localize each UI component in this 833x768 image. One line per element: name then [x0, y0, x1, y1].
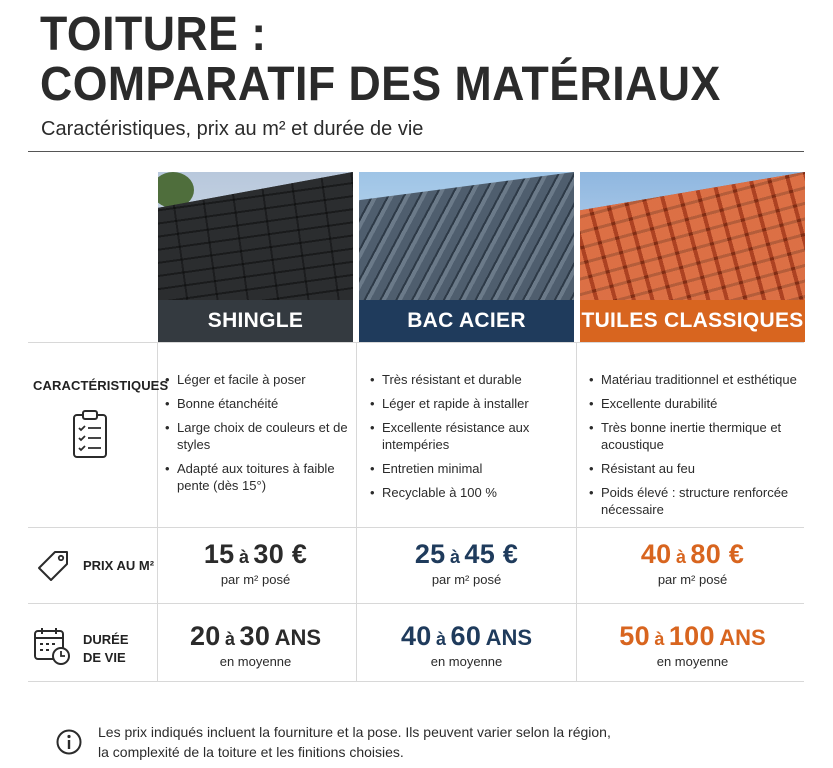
row-label-duree [83, 631, 129, 667]
column-bac-acier [359, 172, 574, 342]
shingle-roof-photo [158, 172, 353, 300]
list-item: • Résistant au feu [588, 460, 803, 477]
table-divider [28, 527, 804, 528]
price-separator: à [238, 547, 249, 567]
info-icon [56, 729, 82, 755]
list-item: • Excellente durabilité [588, 395, 803, 412]
price-separator: à [449, 547, 460, 567]
bac-acier-price [359, 539, 574, 587]
life-unit: ANS [719, 625, 766, 650]
list-item: • Léger et facile à poser [164, 371, 349, 388]
life-unit: ANS [485, 625, 533, 650]
footer-note-line2: la complexité de la toiture et les finitions choisies. [98, 744, 404, 760]
table-divider [28, 603, 804, 604]
shingle-label: SHINGLE [158, 300, 353, 342]
life-unit: ANS [274, 625, 322, 650]
tuiles-price [580, 539, 805, 587]
price-unit: par m² posé [657, 572, 728, 587]
page-title [40, 10, 721, 110]
life-note: en moyenne [656, 654, 729, 669]
price-unit: par m² posé [431, 572, 502, 587]
row-label-caracteristiques: CARACTÉRISTIQUES [33, 378, 169, 393]
column-shingle [158, 172, 353, 342]
price-to: 45 € [464, 539, 519, 569]
list-item: • Très bonne inertie thermique et acoustique [588, 419, 803, 453]
column-divider [576, 342, 577, 681]
footer-note-line1: Les prix indiqués incluent la fourniture et la pose. Ils peuvent varier selon la région, [98, 724, 611, 740]
tiles-roof-photo [580, 172, 805, 300]
price-separator: à [675, 547, 686, 567]
row-label-duree-line1: DURÉE [83, 632, 129, 647]
life-note: en moyenne [219, 654, 292, 669]
header-divider [28, 151, 804, 152]
list-item: • Recyclable à 100 % [369, 484, 569, 501]
list-item: • Adapté aux toitures à faible pente (dès 15°) [164, 460, 349, 494]
row-label-duree-line2: DE VIE [83, 650, 126, 665]
life-to: 100 [668, 621, 715, 651]
shingle-lifespan [158, 621, 353, 669]
row-label-prix: PRIX AU M² [83, 558, 155, 573]
life-separator: à [436, 629, 447, 649]
price-from: 25 [414, 539, 446, 569]
list-item: • Entretien minimal [369, 460, 569, 477]
life-note: en moyenne [430, 654, 503, 669]
shingle-price [158, 539, 353, 587]
page-subtitle: Caractéristiques, prix au m² et durée de vie [41, 118, 424, 140]
calendar-clock-icon [33, 626, 71, 666]
life-to: 60 [450, 621, 482, 651]
life-separator: à [654, 629, 665, 649]
price-unit: par m² posé [220, 572, 291, 587]
clipboard-checklist-icon [72, 409, 108, 459]
price-from: 40 [640, 539, 672, 569]
list-item: • Très résistant et durable [369, 371, 569, 388]
life-from: 50 [619, 621, 650, 651]
list-item: • Matériau traditionnel et esthétique [588, 371, 803, 388]
life-from: 20 [189, 621, 221, 651]
column-tuiles [580, 172, 805, 342]
price-from: 15 [203, 539, 235, 569]
list-item: • Excellente résistance aux intempéries [369, 419, 569, 453]
shingle-features [164, 371, 349, 501]
list-item: • Bonne étanchéité [164, 395, 349, 412]
price-tag-icon [35, 548, 71, 584]
column-divider [356, 342, 357, 681]
price-to: 30 € [253, 539, 308, 569]
tuiles-label: TUILES CLASSIQUES [580, 300, 805, 342]
bac-acier-label: BAC ACIER [359, 300, 574, 342]
title-line-2: COMPARATIF DES MATÉRIAUX [40, 58, 721, 111]
list-item: • Léger et rapide à installer [369, 395, 569, 412]
list-item: • Large choix de couleurs et de styles [164, 419, 349, 453]
bac-acier-lifespan [359, 621, 574, 669]
title-line-1: TOITURE : [40, 8, 267, 61]
steel-roof-photo [359, 172, 574, 300]
table-divider [28, 681, 804, 682]
life-separator: à [225, 629, 236, 649]
list-item: • Poids élevé : structure renforcée nécessaire [588, 484, 803, 518]
bac-acier-features [369, 371, 569, 508]
tuiles-features [588, 371, 803, 525]
tuiles-lifespan [580, 621, 805, 669]
footer-note [98, 722, 738, 762]
life-to: 30 [239, 621, 271, 651]
life-from: 40 [400, 621, 432, 651]
table-divider [28, 342, 804, 343]
price-to: 80 € [690, 539, 745, 569]
